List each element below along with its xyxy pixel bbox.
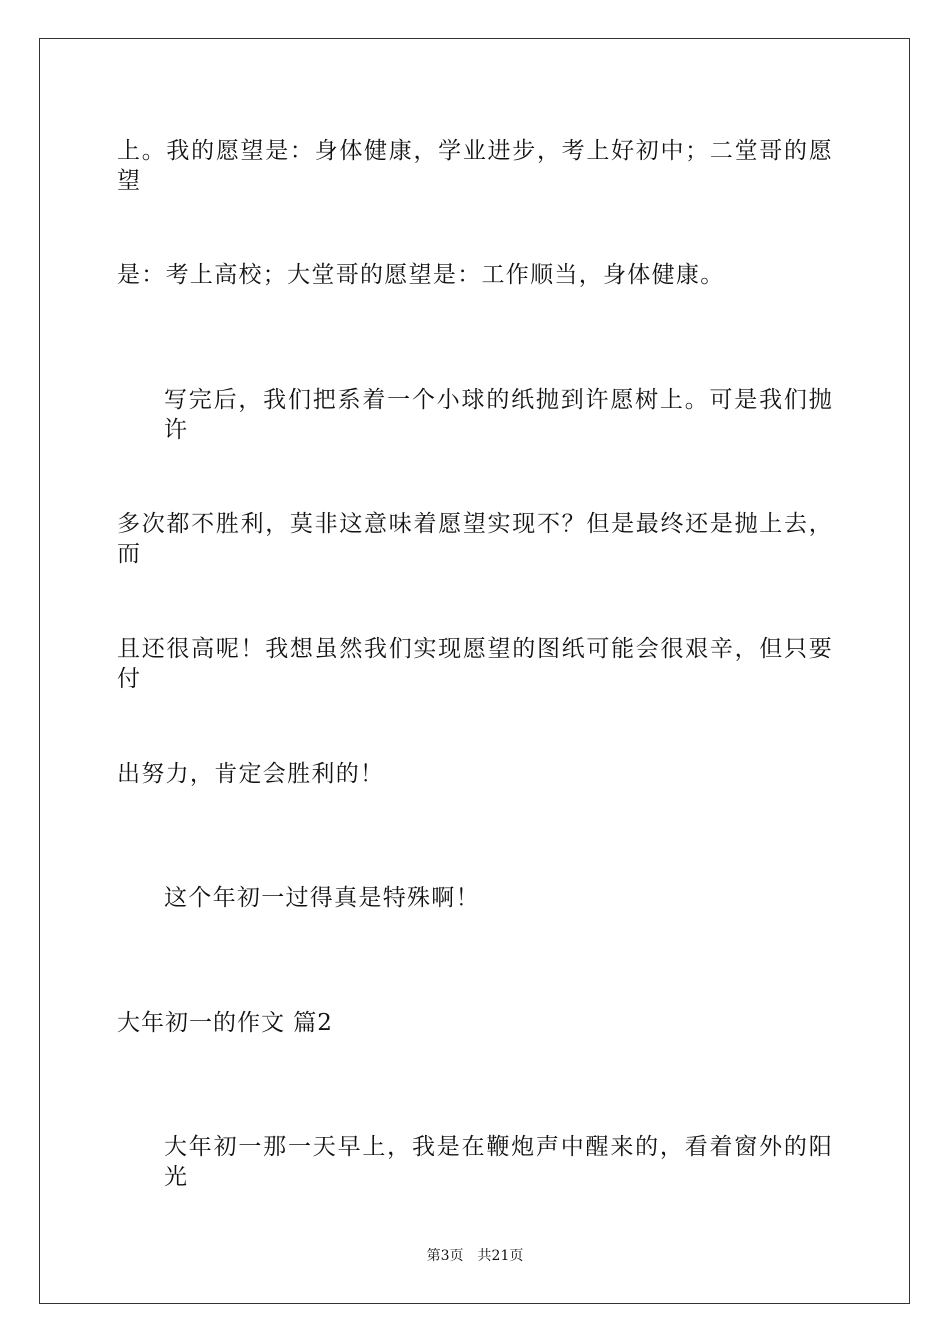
- text-line: 且还很高呢！我想虽然我们实现愿望的图纸可能会很艰辛，但只要付: [117, 636, 833, 692]
- text-line: 出努力，肯定会胜利的！: [117, 761, 385, 787]
- text-line: 大年初一那一天早上，我是在鞭炮声中醒来的，看着窗外的阳光: [164, 1134, 833, 1190]
- text-line: 写完后，我们把系着一个小球的纸抛到许愿树上。可是我们抛许: [164, 387, 833, 443]
- page-number: 第3页: [426, 1248, 464, 1264]
- text-line: 上。我的愿望是：身体健康，学业进步，考上好初中；二堂哥的愿望: [117, 138, 833, 194]
- total-pages: 共21页: [477, 1248, 524, 1264]
- text-line: 多次都不胜利，莫非这意味着愿望实现不？但是最终还是抛上去，而: [117, 511, 833, 567]
- text-line: 这个年初一过得真是特殊啊！: [164, 885, 480, 911]
- section-heading: 大年初一的作文 篇2: [117, 1010, 333, 1036]
- text-line: 是：考上高校；大堂哥的愿望是：工作顺当，身体健康。: [117, 262, 725, 288]
- page-footer: [0, 1246, 950, 1266]
